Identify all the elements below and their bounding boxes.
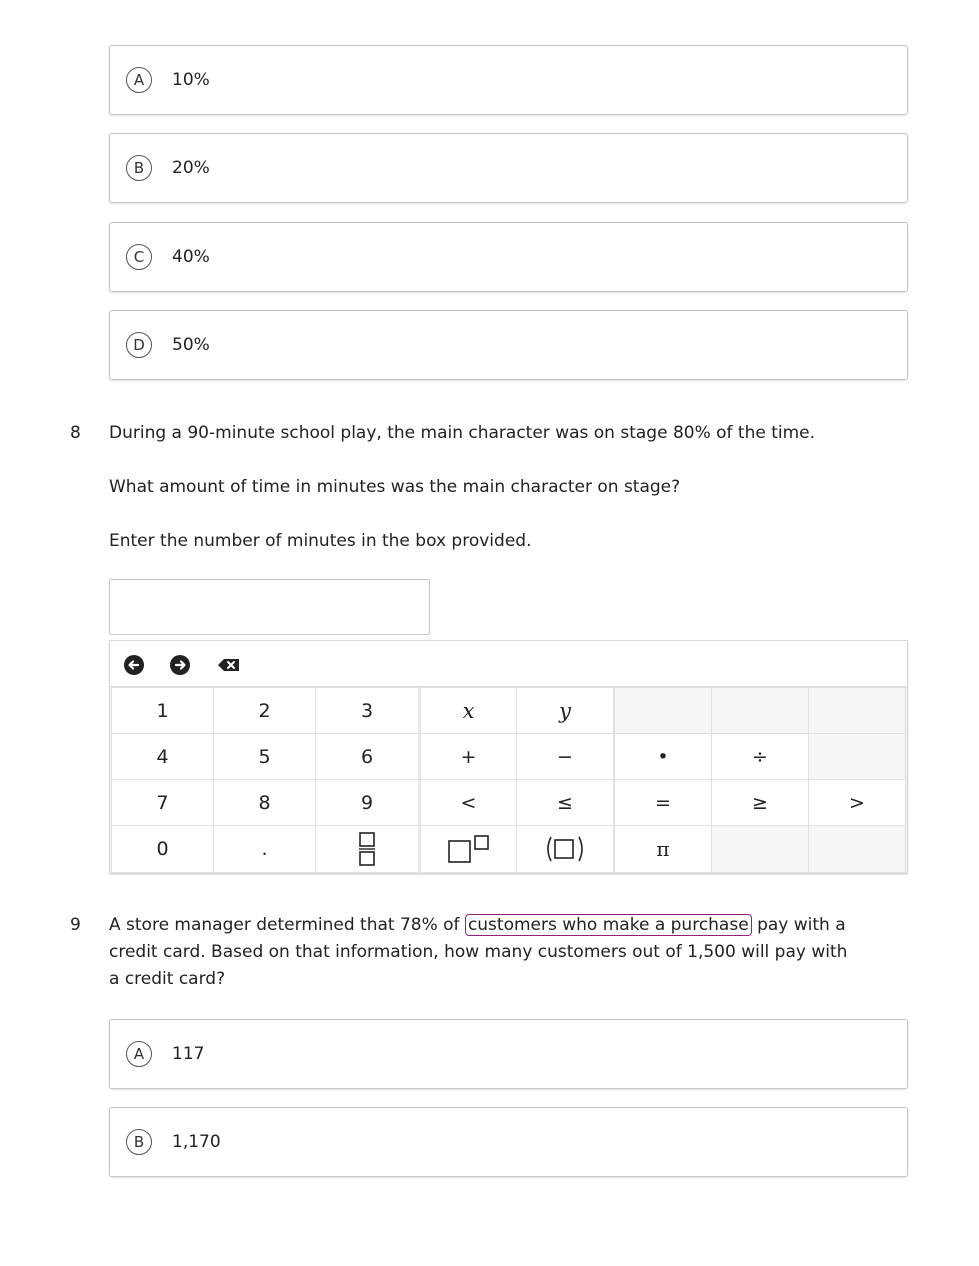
key-decimal[interactable]: .: [213, 825, 316, 873]
choice-letter-badge: B: [126, 1129, 152, 1155]
key-divide[interactable]: ÷: [711, 733, 809, 780]
key-pi[interactable]: [614, 825, 712, 873]
prompt-line-1: [109, 912, 909, 939]
prompt-line-3: a credit card?: [109, 969, 226, 989]
question-prompt: During a 90-minute school play, the main character was on stage 80% of the time.: [109, 423, 816, 443]
question-prompt: [109, 912, 909, 993]
fraction-icon: [358, 831, 376, 867]
q7-choice-b[interactable]: [109, 133, 908, 203]
q9-choice-a[interactable]: [109, 1019, 908, 1089]
key-2[interactable]: 2: [213, 687, 316, 734]
key-equals[interactable]: =: [614, 779, 712, 826]
question-ask: What amount of time in minutes was the main character on stage?: [109, 477, 681, 497]
key-1[interactable]: 1: [111, 687, 214, 734]
backspace-icon[interactable]: [216, 654, 242, 676]
key-3[interactable]: 3: [315, 687, 419, 734]
choice-letter-badge: A: [126, 1041, 152, 1067]
key-9[interactable]: 9: [315, 779, 419, 826]
choice-text: 20%: [172, 158, 210, 178]
key-exponent[interactable]: [420, 825, 517, 873]
prompt-text: pay with a: [751, 915, 846, 935]
key-6[interactable]: 6: [315, 733, 419, 780]
key-5[interactable]: 5: [213, 733, 316, 780]
q7-choice-a[interactable]: [109, 45, 908, 115]
pi-symbol: π: [656, 837, 670, 861]
choice-letter-badge: B: [126, 155, 152, 181]
key-empty: [711, 825, 809, 873]
key-y[interactable]: y: [516, 687, 614, 734]
key-parentheses[interactable]: [516, 825, 614, 873]
key-0[interactable]: 0: [111, 825, 214, 873]
left-arrow-icon[interactable]: [123, 654, 145, 676]
question-number: 9: [70, 915, 81, 935]
choice-letter-badge: D: [126, 332, 152, 358]
right-arrow-icon[interactable]: [169, 654, 191, 676]
key-plus[interactable]: +: [420, 733, 517, 780]
key-empty: [711, 687, 809, 734]
choice-text: 40%: [172, 247, 210, 267]
key-greater-equal[interactable]: ≥: [711, 779, 809, 826]
choice-text: 1,170: [172, 1132, 221, 1152]
key-minus[interactable]: −: [516, 733, 614, 780]
exponent-icon: [447, 834, 491, 864]
key-less-equal[interactable]: ≤: [516, 779, 614, 826]
q7-choice-d[interactable]: [109, 310, 908, 380]
key-empty: [808, 733, 906, 780]
question-instruction: Enter the number of minutes in the box provided.: [109, 531, 532, 551]
choice-letter-badge: A: [126, 67, 152, 93]
key-empty: [808, 825, 906, 873]
keypad-toolbar: [110, 641, 907, 687]
key-multiply-dot[interactable]: •: [614, 733, 712, 780]
choice-letter-badge: C: [126, 244, 152, 270]
key-7[interactable]: 7: [111, 779, 214, 826]
q9-choice-b[interactable]: [109, 1107, 908, 1177]
q7-choice-c[interactable]: [109, 222, 908, 292]
question-number: 8: [70, 423, 81, 443]
answer-input-box[interactable]: [109, 579, 430, 635]
choice-text: 50%: [172, 335, 210, 355]
parentheses-icon: [544, 835, 586, 863]
prompt-text: A store manager determined that 78% of: [109, 915, 465, 935]
prompt-line-2: credit card. Based on that information, how many customers out of 1,500 will pay with: [109, 942, 848, 962]
key-empty: [808, 687, 906, 734]
key-4[interactable]: 4: [111, 733, 214, 780]
equation-keypad: [109, 640, 908, 874]
key-empty: [614, 687, 712, 734]
key-greater-than[interactable]: >: [808, 779, 906, 826]
glossary-term-link[interactable]: customers who make a purchase: [465, 914, 752, 936]
choice-text: 117: [172, 1044, 205, 1064]
key-x[interactable]: x: [420, 687, 517, 734]
choice-text: 10%: [172, 70, 210, 90]
key-less-than[interactable]: <: [420, 779, 517, 826]
key-fraction[interactable]: [315, 825, 419, 873]
key-8[interactable]: 8: [213, 779, 316, 826]
